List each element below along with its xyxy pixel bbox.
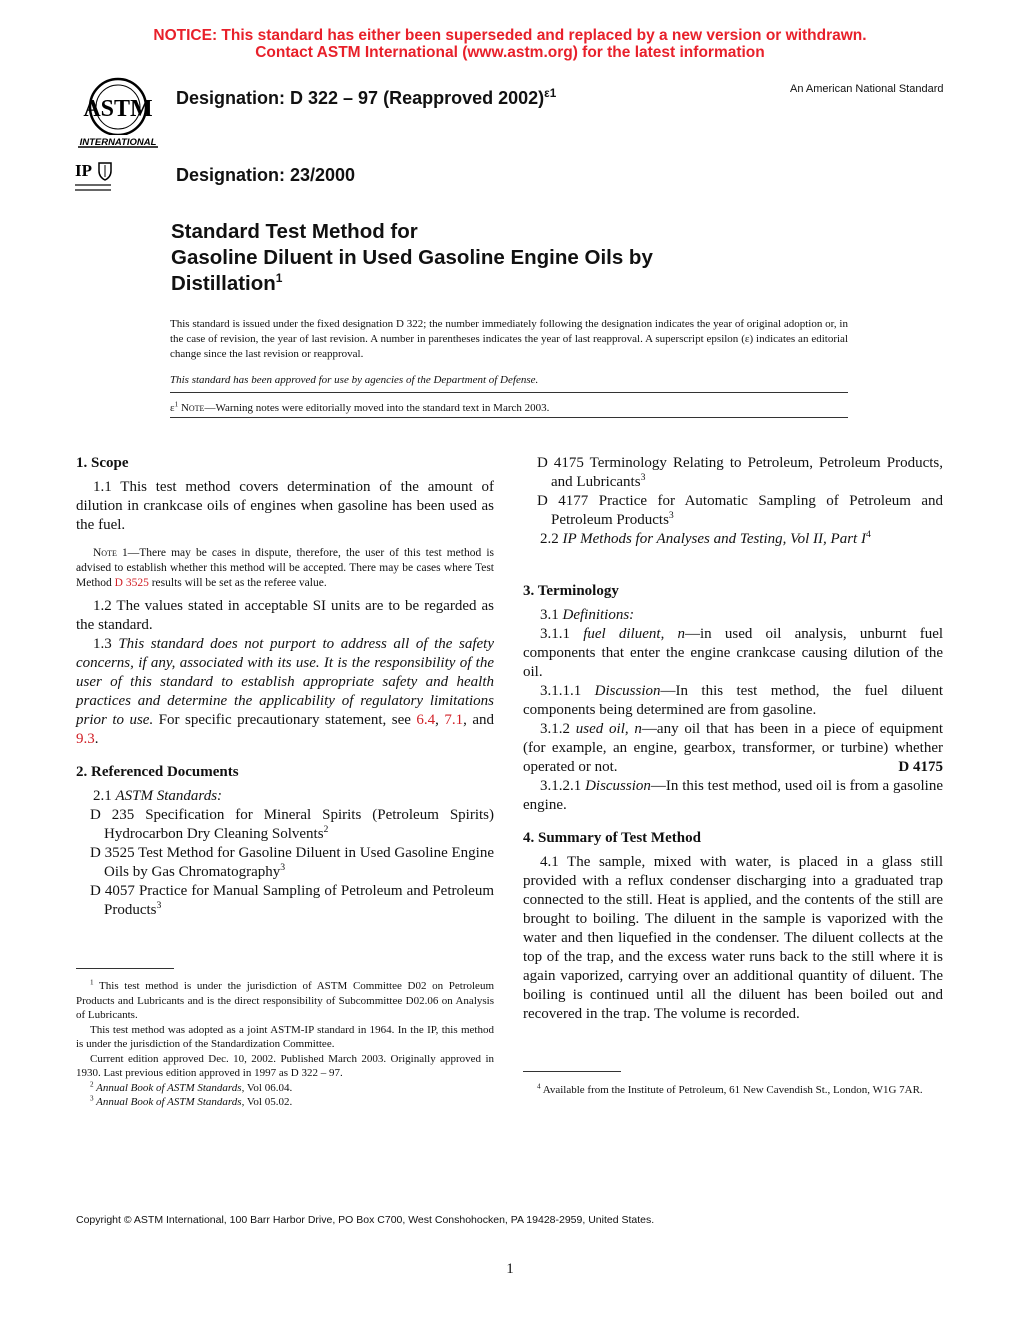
- copyright: Copyright © ASTM International, 100 Barr Harbor Drive, PO Box C700, West Conshohocken, PA 19428-2959, United States.: [76, 1214, 655, 1226]
- referenced-heading: 2. Referenced Documents: [76, 764, 239, 780]
- footnotes-right: [523, 1083, 943, 1098]
- ref-d4057: D 4057 Practice for Manual Sampling of Petroleum and Petroleum Products$^3$: [90, 883, 494, 918]
- footnote-4: $^4$ Available from the Institute of Petroleum, 61 New Cavendish St., London, W1G 7AR.: [537, 1082, 923, 1096]
- footnote-rule-right: [523, 1071, 621, 1072]
- title-footnote-ref: 1: [275, 271, 283, 286]
- title-line-2: Gasoline Diluent in Used Gasoline Engine Oils by: [171, 246, 653, 269]
- ip-logo-text: IP: [75, 161, 92, 180]
- terminology-heading: 3. Terminology: [523, 583, 619, 599]
- document-title: [171, 219, 653, 297]
- page-number: 1: [506, 1261, 514, 1277]
- ref-d235: D 235 Specification for Mineral Spirits (Petroleum Spirits) Hydrocarbon Dry Cleaning Solvents$^2$: [90, 807, 494, 842]
- link-6-4[interactable]: 6.4: [416, 712, 436, 728]
- footnote-3: $^3$ Annual Book of ASTM Standards, Vol 05.02.: [90, 1094, 293, 1108]
- astm-designation: [176, 88, 556, 109]
- ref-d4177: D 4177 Practice for Automatic Sampling of Petroleum and Petroleum Products$^3$: [537, 493, 943, 528]
- ip-logo: [75, 160, 115, 196]
- para-2-1: 2.1 ASTM Standards:: [93, 788, 223, 804]
- para-4-1: 4.1 The sample, mixed with water, is placed in a glass still provided with a reflux condenser discharging into a graduated trap connected to the still. Heat is applied, and the contents of the still are brought to boiling. The diluent in the sample is vaporized with the water and then liquefied in the condenser. The diluent collects at the top of the trap, and the excess water runs back to the still where it is again vaporized, carrying over an additional quantity of diluent. The boiling is continued until all the diluent has been boiled out and recovered in the trap. The volume is recorded.: [523, 854, 943, 1022]
- svg-text:ASTM: ASTM: [83, 96, 153, 122]
- para-1-1: 1.1 This test method covers determination of the amount of dilution in crankcase oils of engines when gasoline has been used as the fuel.: [76, 479, 494, 533]
- para-3-1-1: 3.1.1 fuel diluent, n—in used oil analysis, unburnt fuel components that enter the engine crankcase causing dilution of the oil.: [523, 626, 944, 680]
- para-3-1: 3.1 Definitions:: [540, 607, 635, 623]
- para-1-3: 1.3 This standard does not purport to address all of the safety concerns, if any, associated with its use. It is the responsibility of the user of this standard to establish appropriate safety and health practices and determine the applicability of regulatory limitations prior to use. For specific precautionary statement, see 6.4, 7.1, and 9.3.: [76, 636, 495, 747]
- notice-line-2: Contact ASTM International (www.astm.org) for the latest information: [255, 44, 765, 61]
- ip-designation: Designation: 23/2000: [176, 165, 356, 185]
- para-3-1-2: 3.1.2 used oil, n—any oil that has been in a piece of equipment (for example, an engine, gearbox, transformer, or turbine) whether operated or not. D 4175: [523, 721, 943, 775]
- footnote-1: $^1$ This test method is under the jurisdiction of ASTM Committee D02 on Petroleum Products and Lubricants and is the direct responsibility of Subcommittee D02.06 on Analysis of Lubricants.: [76, 978, 494, 1021]
- link-9-3[interactable]: 9.3: [76, 731, 95, 747]
- astm-logo-text: INTERNATIONAL: [79, 137, 157, 148]
- para-2-2: 2.2 IP Methods for Analyses and Testing, Vol II, Part $I^4$: [540, 529, 871, 547]
- ref-d3525: D 3525 Test Method for Gasoline Diluent in Used Gasoline Engine Oils by Gas Chromatography$^3$: [90, 845, 494, 880]
- term-source-d4175: D 4175: [898, 759, 943, 775]
- link-7-1[interactable]: 7.1: [444, 712, 464, 728]
- designation-epsilon: ε1: [544, 87, 557, 100]
- title-line-3: Distillation$^1$: [171, 271, 283, 295]
- footnote-1-adopted: This test method was adopted as a joint ASTM-IP standard in 1964. In the IP, this method is under the jurisdiction of the Standardization Committee.: [76, 1023, 494, 1050]
- summary-heading: 4. Summary of Test Method: [523, 830, 701, 846]
- link-d3525[interactable]: D 3525: [114, 577, 149, 589]
- issued-statement: This standard is issued under the fixed designation D 322; the number immediately following the designation indicates the year of original adoption or, in the case of revision, the year of last revision. A number in parentheses indicates the year of last reapproval. A superscript epsilon (ε) indicates an editorial change since the last revision or reapproval.: [170, 318, 848, 360]
- footnote-1-edition: Current edition approved Dec. 10, 2002. Published March 2003. Originally approved in 1930. Last previous edition approved in 1997 as D 322 – 97.: [76, 1052, 494, 1079]
- american-national-standard: An American National Standard: [790, 83, 944, 95]
- note-1: Note 1—There may be cases in dispute, therefore, the user of this test method is advised to establish whether this method will be accepted. There may be cases where Test Method D 3525 results will be set as the referee value.: [76, 547, 494, 589]
- dod-approval: This standard has been approved for use by agencies of the Department of Defense.: [170, 374, 539, 386]
- footnote-rule: [76, 968, 174, 969]
- epsilon-note: $\varepsilon^1$ Note—Warning notes were editorially moved into the standard text in March 2003.: [170, 400, 550, 414]
- left-column: [76, 454, 494, 920]
- scope-heading: 1. Scope: [76, 455, 129, 471]
- notice-line-1: NOTICE: This standard has either been superseded and replaced by a new version or withdrawn.: [153, 27, 867, 44]
- ref-d4175: D 4175 Terminology Relating to Petroleum, Petroleum Products, and Lubricants$^3$: [537, 455, 943, 490]
- para-1-2: 1.2 The values stated in acceptable SI units are to be regarded as the standard.: [76, 598, 494, 633]
- withdrawal-notice: [0, 27, 1020, 61]
- footnotes-left: [76, 979, 494, 1110]
- intro-rule-bottom: [170, 417, 848, 418]
- footnote-2: $^2$ Annual Book of ASTM Standards, Vol 06.04.: [90, 1079, 293, 1094]
- designation-label: Designation: D 322 – 97 (Reapproved 2002): [176, 88, 545, 108]
- right-column: [523, 454, 943, 1024]
- intro-rule-top: [170, 392, 848, 393]
- para-3-1-1-1: 3.1.1.1 Discussion—In this test method, the fuel diluent components being determined are from gasoline.: [523, 683, 944, 718]
- astm-logo: [74, 77, 162, 149]
- para-3-1-2-1: 3.1.2.1 Discussion—In this test method, used oil is from a gasoline engine.: [523, 778, 943, 813]
- title-line-1: Standard Test Method for: [171, 220, 418, 243]
